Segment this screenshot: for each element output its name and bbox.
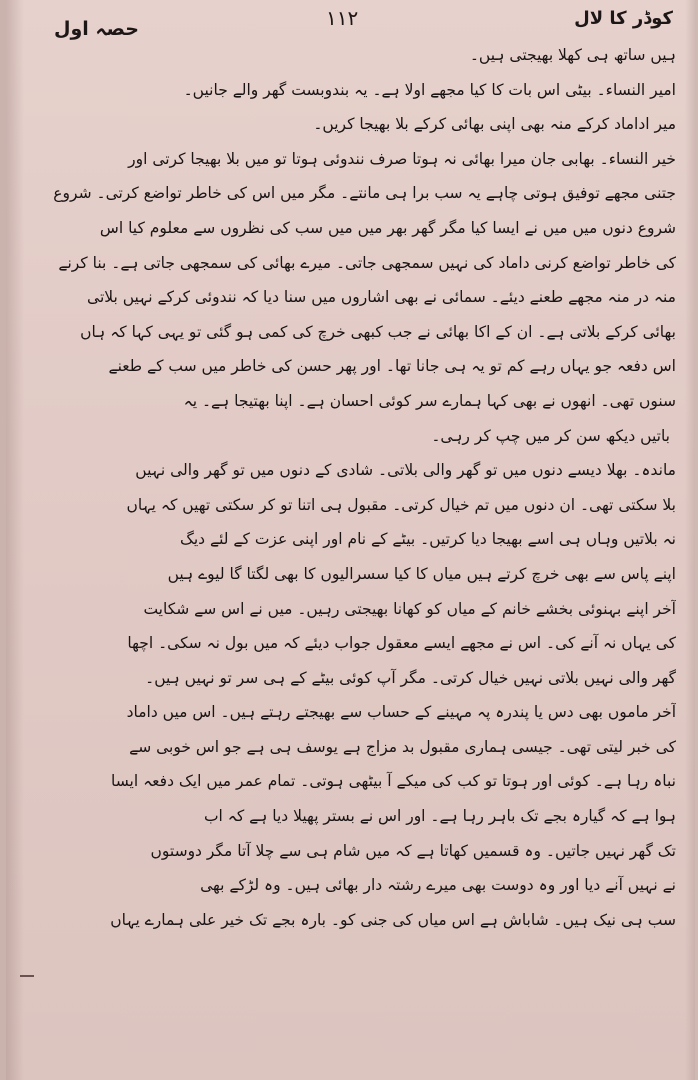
text-line: سب ہی نیک ہیں۔ شاباش ہے اس میاں کی جنی کو۔ بارہ بجے تک خیر علی ہمارے یہاں [110, 910, 676, 929]
text-line: جتنی مجھے توفیق ہوتی چاہے یہ سب برا ہی مانتے۔ مگر میں اس کی خاطر تواضع کرتی۔ شروع [53, 184, 676, 203]
text-line: نے نہیں آنے دیا اور وہ دوست بھی میرے رشتہ دار بھائی ہیں۔ وہ لڑکے بھی [200, 876, 676, 895]
text-line: کی خاطر تواضع کرنی داماد کی نہیں سمجھی جاتی۔ میرے بھائی کی سمجھی جاتی ہے۔ بنا کرنے [58, 253, 676, 272]
text-line: نہ بلاتیں وہاں ہی اسے بھیجا دیا کرتیں۔ بیٹے کے نام اور اپنی عزت کے لئے دیگ [180, 530, 676, 549]
text-line: کی یہاں نہ آنے کی۔ اس نے مجھے ایسے معقول جواب دیئے کہ میں بول نہ سکی۔ اچھا [127, 634, 676, 653]
text-line: بلا سکتی تھی۔ ان دنوں میں تم خیال کرتی۔ مقبول ہی اتنا تو کر سکتی تھیں کہ یہاں [126, 495, 676, 514]
margin-mark [20, 975, 34, 977]
text-line: آخر اپنے بہنوئی بخشے خانم کے میاں کو کھانا بھیجتی رہیں۔ میں نے اس سے شکایت [143, 599, 676, 618]
text-line: امیر النساء۔ بیٹی اس بات کا کیا مجھے اولا ہے۔ یہ بندوبست گھر والے جانیں۔ [183, 80, 676, 99]
text-line: گھر والی نہیں بلاتی نہیں خیال کرتی۔ مگر آپ کوئی بیٹے کے ہی سر تو نہیں ہیں۔ [145, 668, 676, 687]
text-line: اپنے پاس سے بھی خرچ کرتے ہیں میاں کا کیا سسرالیوں کا بھی لگتا گا لیوے ہیں [167, 564, 676, 583]
text-line: ہیں ساتھ ہی کھلا بھیجتی ہیں۔ [469, 46, 676, 64]
text-line: آخر ماموں بھی دس یا پندرہ پہ مہینے کے حساب سے بھیجتے رہتے ہیں۔ اس میں داماد [126, 703, 676, 722]
text-line: شروع دنوں میں میں نے ایسا کیا مگر گھر بھر میں میں سب کی نظروں سے معلوم کیا اس [99, 218, 676, 237]
handwritten-body-text [40, 38, 676, 1068]
text-line: اس دفعہ جو یہاں رہے کم تو یہ ہی جانا تھا۔ اور پھر حسن کی خاطر میں سب کے طعنے [108, 357, 676, 376]
text-line: ماندہ۔ بھلا دیسے دنوں میں تو گھر والی بلاتی۔ شادی کے دنوں میں تو گھر والی نہیں [135, 461, 676, 480]
text-line: بھائی کرکے بلاتی ہے۔ ان کے اکا بھائی نے جب کبھی خرچ کی کمی ہو گئی تو یہی کہا کہ ہاں [80, 322, 676, 341]
text-line: میر اداماد کرکے منہ بھی اپنی بھائی کرکے بلا بھیجا کریں۔ [313, 115, 676, 134]
text-line: کی خبر لیتی تھی۔ جیسی ہماری مقبول بد مزاج ہے یوسف ہی ہے جو اس خوبی سے [129, 737, 676, 756]
text-line: ہوا ہے کہ گیارہ بجے تک باہر رہا ہے۔ اور اس نے بستر پھیلا دیا ہے کہ اب [203, 807, 676, 826]
text-line: تک گھر نہیں جاتیں۔ وہ قسمیں کھاتا ہے کہ میں شام ہی سے چلا آتا مگر دوستوں [150, 841, 676, 860]
running-header-title: کوڈر کا لال [574, 8, 673, 29]
running-header-section: حصہ اول [54, 18, 139, 40]
text-line: منہ در منہ مجھے طعنے دیئے۔ سمائی نے بھی اشاروں میں سنا دیا کہ نندوئی کرکے نہیں بلاتی [87, 288, 676, 307]
page-edge-shadow [685, 0, 695, 1080]
page-number: ۱۱۲ [326, 6, 359, 30]
text-line: سنوں تھی۔ انھوں نے بھی کہا ہمارے سر کوئی احسان ہے۔ اپنا بھتیجا ہے۔ یہ [183, 391, 676, 410]
text-line: باتیں دیکھ سن کر میں چپ کر رہی۔ [431, 426, 670, 445]
text-line: خیر النساء۔ بھابی جان میرا بھائی نہ ہوتا صرف نندوئی ہوتا تو میں بلا بھیجا کرتی اور [128, 149, 676, 168]
binding-shadow [6, 0, 24, 1080]
text-line: نباہ رہا ہے۔ کوئی اور ہوتا تو کب کی میکے آ بیٹھی ہوتی۔ تمام عمر میں ایک دفعہ ایسا [111, 772, 676, 791]
